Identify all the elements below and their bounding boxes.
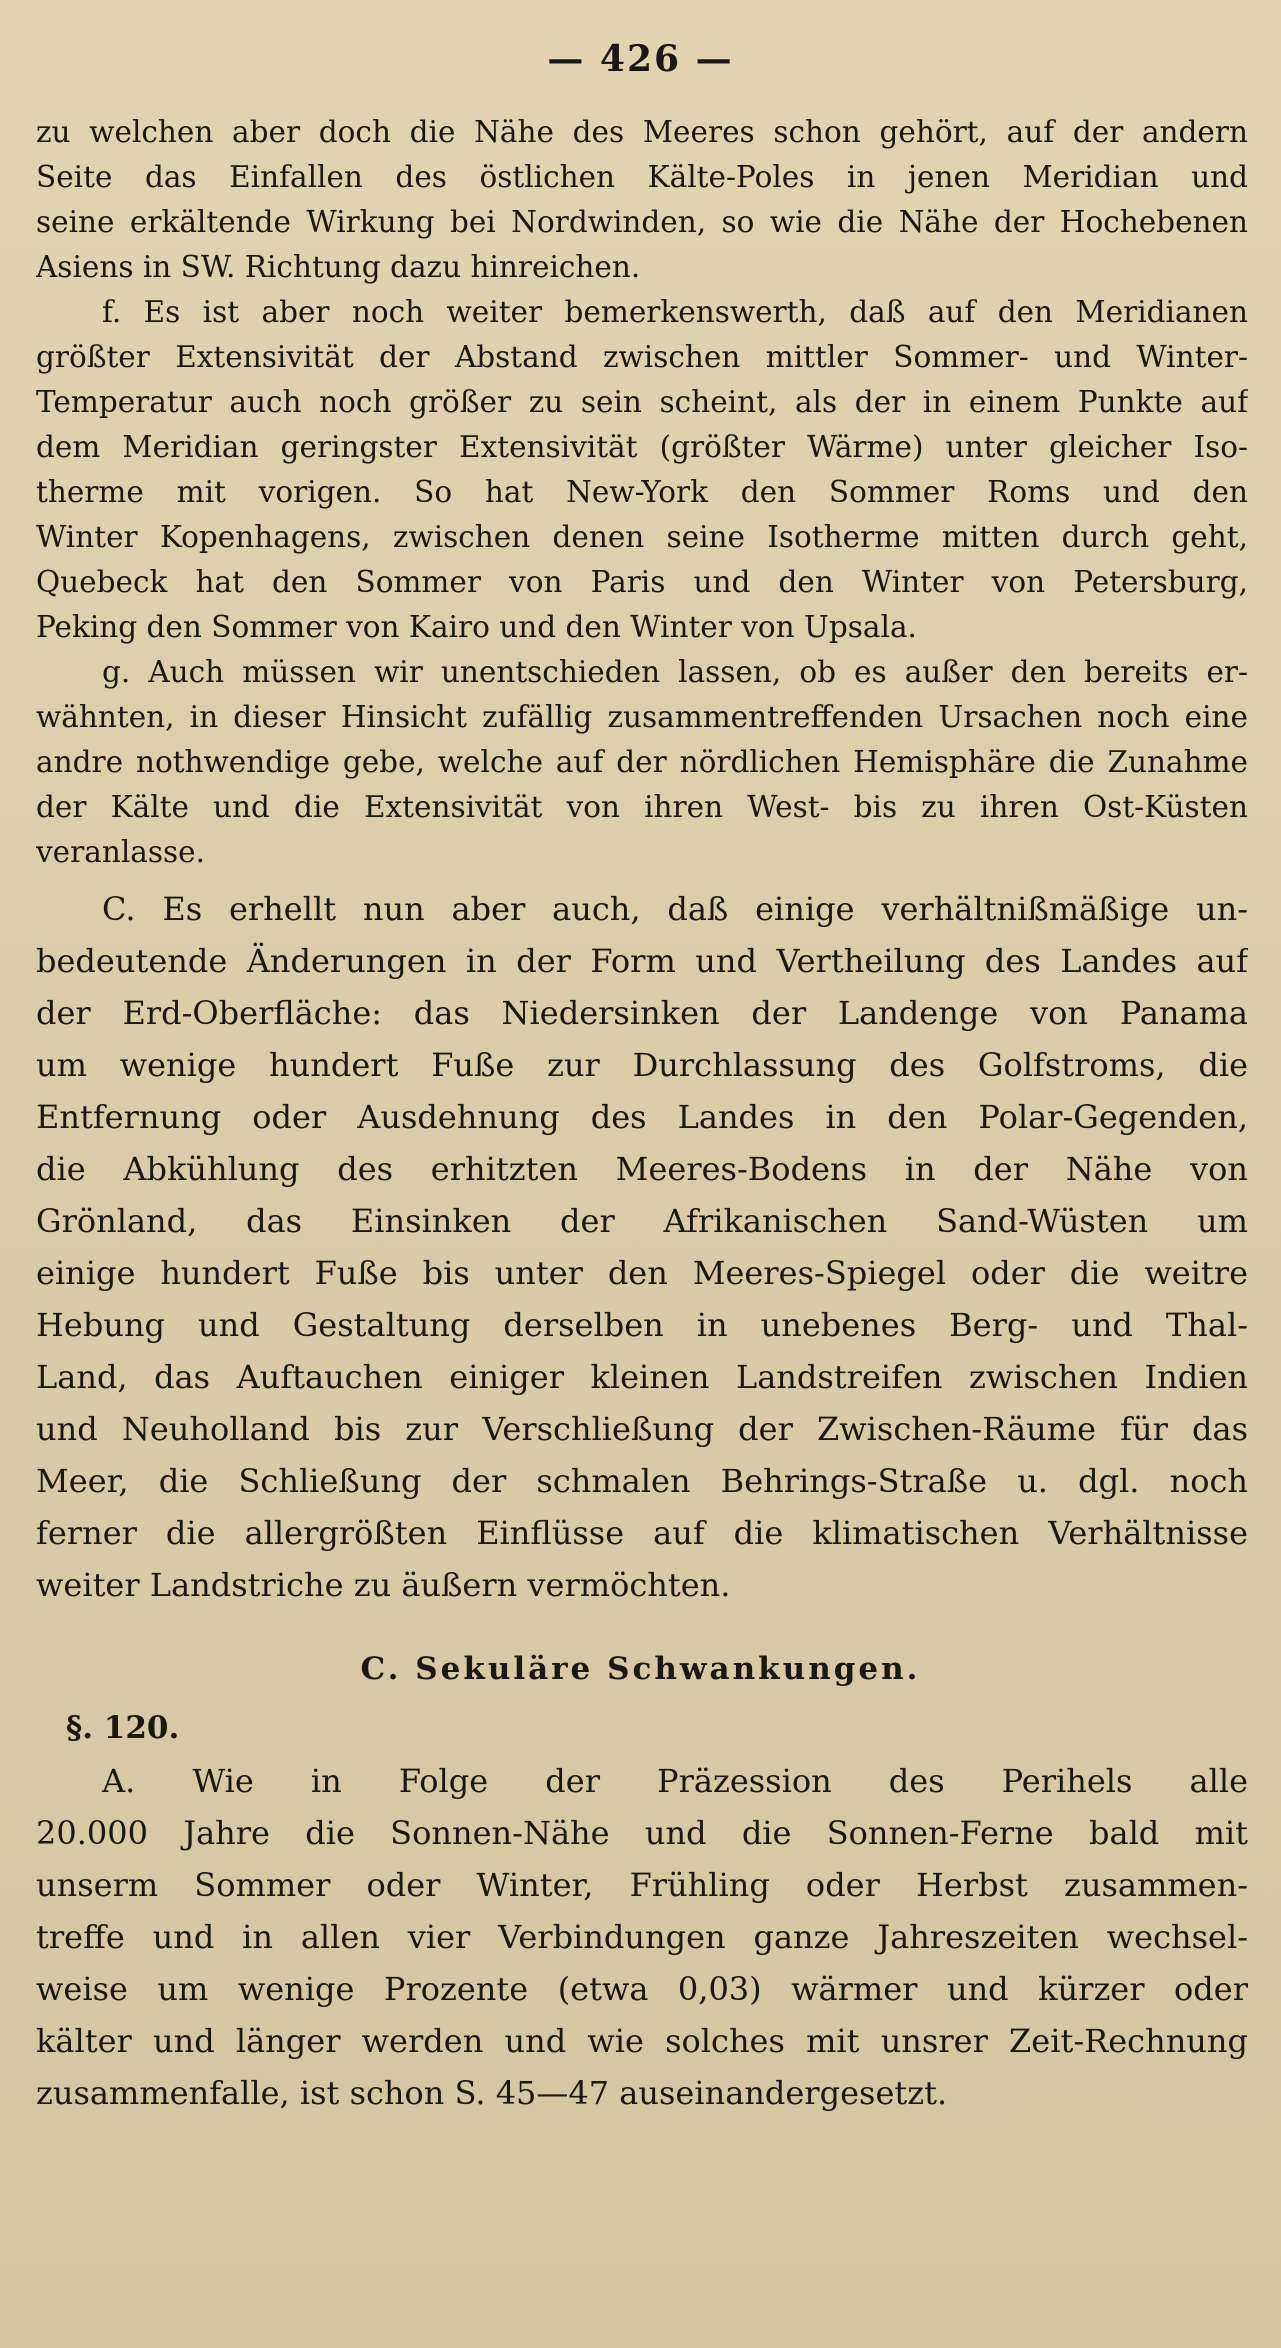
text-line: g. Auch müssen wir unentschieden lassen, ob es außer den bereits er-: [102, 655, 1248, 689]
text-line: zu welchen aber doch die Nähe des Meeres schon gehört, auf der andern: [36, 115, 1248, 149]
text-line: Entfernung oder Ausdehnung des Landes in den Polar-Gegenden,: [36, 1098, 1248, 1136]
text-line: ferner die allergrößten Einflüsse auf die klimatischen Verhältnisse: [36, 1514, 1248, 1552]
text-line: größter Extensivität der Abstand zwischen mittler Sommer- und Winter-: [36, 340, 1248, 374]
text-line: C. Es erhellt nun aber auch, daß einige verhältnißmäßige un-: [102, 890, 1248, 928]
text-line: f. Es ist aber noch weiter bemerkenswerth, daß auf den Meridianen: [102, 295, 1248, 329]
text-line: der Erd-Oberfläche: das Niedersinken der Landenge von Panama: [36, 994, 1248, 1032]
paragraph-A: [36, 1755, 1248, 2119]
text-line: und Neuholland bis zur Verschließung der Zwischen-Räume für das: [36, 1410, 1248, 1448]
text-line: weise um wenige Prozente (etwa 0,03) wärmer und kürzer oder: [36, 1970, 1248, 2008]
text-line: um wenige hundert Fuße zur Durchlassung des Golfstroms, die: [36, 1046, 1248, 1084]
text-line: A. Wie in Folge der Präzession des Perihels alle: [102, 1762, 1248, 1800]
paragraph-g: [36, 650, 1248, 875]
text-line: andre nothwendige gebe, welche auf der nördlichen Hemisphäre die Zunahme: [36, 745, 1248, 779]
text-line: weiter Landstriche zu äußern vermöchten.: [36, 1566, 731, 1604]
text-line: therme mit vorigen. So hat New-York den Sommer Roms und den: [36, 475, 1248, 509]
section-heading: C. Sekuläre Schwankungen.: [360, 1651, 921, 1687]
text-line: der Kälte und die Extensivität von ihren West- bis zu ihren Ost-Küsten: [36, 790, 1248, 824]
text-line: Asiens in SW. Richtung dazu hinreichen.: [36, 250, 641, 284]
text-line: Land, das Auftauchen einiger kleinen Landstreifen zwischen Indien: [36, 1358, 1248, 1396]
text-line: zusammenfalle, ist schon S. 45—47 auseinandergesetzt.: [36, 2074, 948, 2112]
page-number: — 426 —: [547, 38, 734, 80]
text-line: Quebeck hat den Sommer von Paris und den Winter von Petersburg,: [36, 565, 1248, 599]
paragraph-e-continuation: [36, 110, 1248, 290]
text-line: Hebung und Gestaltung derselben in unebenes Berg- und Thal-: [36, 1306, 1248, 1344]
text-line: kälter und länger werden und wie solches mit unsrer Zeit-Rechnung: [36, 2022, 1248, 2060]
text-line: wähnten, in dieser Hinsicht zufällig zusammentreffenden Ursachen noch eine: [36, 700, 1248, 734]
text-line: einige hundert Fuße bis unter den Meeres-Spiegel oder die weitre: [36, 1254, 1248, 1292]
text-line: veranlasse.: [36, 835, 205, 869]
text-line: Temperatur auch noch größer zu sein scheint, als der in einem Punkte auf: [36, 385, 1248, 419]
text-line: die Abkühlung des erhitzten Meeres-Bodens in der Nähe von: [36, 1150, 1248, 1188]
text-line: treffe und in allen vier Verbindungen ganze Jahreszeiten wechsel-: [36, 1918, 1248, 1956]
text-line: 20.000 Jahre die Sonnen-Nähe und die Sonnen-Ferne bald mit: [36, 1814, 1248, 1852]
text-line: dem Meridian geringster Extensivität (größter Wärme) unter gleicher Iso-: [36, 430, 1248, 464]
text-line: Winter Kopenhagens, zwischen denen seine Isotherme mitten durch geht,: [36, 520, 1248, 554]
text-line: Peking den Sommer von Kairo und den Winter von Upsala.: [36, 610, 917, 644]
paragraph-C: [36, 883, 1248, 1611]
text-line: unserm Sommer oder Winter, Frühling oder Herbst zusammen-: [36, 1866, 1248, 1904]
text-line: Seite das Einfallen des östlichen Kälte-Poles in jenen Meridian und: [36, 160, 1248, 194]
section-number: §. 120.: [66, 1710, 180, 1746]
text-line: seine erkältende Wirkung bei Nordwinden, so wie die Nähe der Hochebenen: [36, 205, 1248, 239]
paragraph-f: [36, 290, 1248, 650]
text-line: Grönland, das Einsinken der Afrikanischen Sand-Wüsten um: [36, 1202, 1248, 1240]
text-line: Meer, die Schließung der schmalen Behrings-Straße u. dgl. noch: [36, 1462, 1248, 1500]
text-line: bedeutende Änderungen in der Form und Vertheilung des Landes auf: [36, 942, 1248, 980]
